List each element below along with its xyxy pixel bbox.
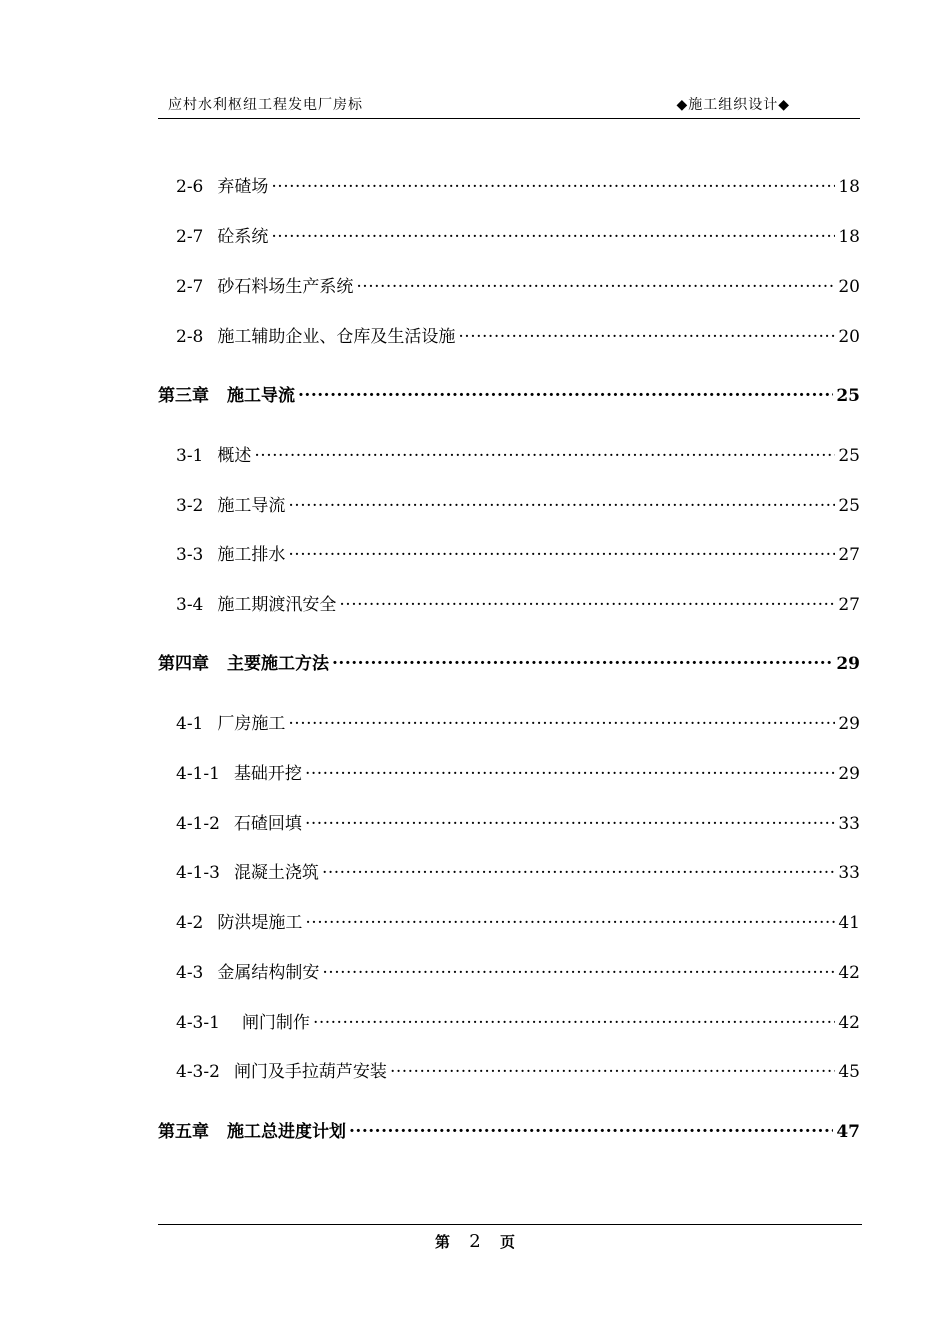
toc-entry-page: 25 bbox=[838, 446, 860, 466]
toc-chapter-row[interactable] bbox=[158, 1117, 860, 1141]
toc-dot-leader bbox=[356, 272, 835, 292]
toc-entry-page: 47 bbox=[836, 1122, 860, 1142]
toc-entry-page: 42 bbox=[838, 1013, 860, 1033]
toc-entry-page: 29 bbox=[836, 654, 860, 674]
toc-section-row[interactable] bbox=[158, 441, 860, 465]
toc-section-row[interactable] bbox=[158, 272, 860, 296]
toc-chapter-row[interactable] bbox=[158, 649, 860, 673]
toc-section-row[interactable] bbox=[158, 908, 860, 932]
toc-entry-title: 厂房施工 bbox=[217, 714, 286, 734]
toc-dot-leader bbox=[271, 222, 835, 242]
toc-entry-page: 20 bbox=[838, 277, 860, 297]
footer-prefix: 第 bbox=[435, 1233, 451, 1251]
toc-entry-title: 施工辅助企业、仓库及生活设施 bbox=[217, 327, 456, 347]
toc-entry-page: 25 bbox=[838, 496, 860, 516]
toc-section-row[interactable] bbox=[158, 858, 860, 882]
toc-entry-page: 27 bbox=[838, 545, 860, 565]
toc-dot-leader bbox=[322, 858, 835, 878]
toc-entry-title: 防洪堤施工 bbox=[217, 913, 303, 933]
toc-entry-title: 金属结构制安 bbox=[217, 963, 320, 983]
toc-dot-leader bbox=[288, 540, 835, 560]
toc-entry-number: 4-1 bbox=[176, 714, 204, 734]
toc-entry-title: 施工期渡汛安全 bbox=[217, 595, 337, 615]
toc-section-row[interactable] bbox=[158, 759, 860, 783]
page-header bbox=[158, 92, 860, 119]
toc-dot-leader bbox=[349, 1117, 833, 1137]
toc-entry-title: 砼系统 bbox=[217, 227, 269, 247]
toc-entry-page: 42 bbox=[838, 963, 860, 983]
toc-dot-leader bbox=[390, 1057, 835, 1077]
toc-dot-leader bbox=[313, 1008, 835, 1028]
toc-entry-title: 石碴回填 bbox=[233, 814, 302, 834]
toc-section-row[interactable] bbox=[158, 958, 860, 982]
toc-entry-page: 27 bbox=[838, 595, 860, 615]
toc-section-row[interactable] bbox=[158, 590, 860, 614]
toc-entry-page: 29 bbox=[838, 764, 860, 784]
toc-section-row[interactable] bbox=[158, 1057, 860, 1081]
toc-entry-number: 4-3-1 bbox=[176, 1013, 220, 1033]
toc-dot-leader bbox=[271, 172, 835, 192]
toc-entry-number: 4-2 bbox=[176, 913, 204, 933]
footer-page-number: 2 bbox=[469, 1231, 481, 1252]
page-footer bbox=[0, 1231, 950, 1252]
toc-entry-number: 4-1-1 bbox=[176, 764, 220, 784]
toc-entry-number: 2-6 bbox=[176, 177, 204, 197]
toc-entry-number: 第四章 bbox=[158, 654, 209, 674]
header-document-type: ◆施工组织设计◆ bbox=[676, 97, 790, 113]
header-project-title: 应村水利枢纽工程发电厂房标 bbox=[168, 97, 363, 113]
toc-section-row[interactable] bbox=[158, 540, 860, 564]
toc-dot-leader bbox=[332, 649, 833, 669]
toc-section-row[interactable] bbox=[158, 491, 860, 515]
toc-entry-number: 2-7 bbox=[176, 277, 204, 297]
toc-entry-page: 18 bbox=[838, 177, 860, 197]
toc-entry-number: 3-4 bbox=[176, 595, 204, 615]
toc-entry-number: 第五章 bbox=[158, 1122, 209, 1142]
footer-suffix: 页 bbox=[499, 1233, 515, 1251]
toc-dot-leader bbox=[305, 908, 835, 928]
toc-dot-leader bbox=[458, 322, 835, 342]
toc-section-row[interactable] bbox=[158, 322, 860, 346]
toc-entry-number: 4-1-3 bbox=[176, 863, 220, 883]
toc-entry-number: 第三章 bbox=[158, 386, 209, 406]
toc-entry-page: 18 bbox=[838, 227, 860, 247]
toc-entry-page: 41 bbox=[838, 913, 860, 933]
toc-entry-number: 4-1-2 bbox=[176, 814, 220, 834]
toc-chapter-row[interactable] bbox=[158, 381, 860, 405]
toc-entry-page: 29 bbox=[838, 714, 860, 734]
toc-entry-title: 施工总进度计划 bbox=[227, 1122, 346, 1142]
toc-section-row[interactable] bbox=[158, 1008, 860, 1032]
toc-entry-page: 33 bbox=[838, 814, 860, 834]
toc-dot-leader bbox=[305, 759, 835, 779]
toc-entry-page: 25 bbox=[836, 386, 860, 406]
toc-dot-leader bbox=[339, 590, 835, 610]
toc-entry-title: 基础开挖 bbox=[233, 764, 302, 784]
toc-dot-leader bbox=[288, 709, 835, 729]
toc-entry-number: 3-1 bbox=[176, 446, 204, 466]
toc-dot-leader bbox=[254, 441, 835, 461]
toc-entry-title: 闸门制作 bbox=[241, 1013, 310, 1033]
toc-entry-number: 4-3 bbox=[176, 963, 204, 983]
toc-entry-page: 33 bbox=[838, 863, 860, 883]
toc-entry-title: 闸门及手拉葫芦安装 bbox=[233, 1062, 387, 1082]
toc-entry-page: 20 bbox=[838, 327, 860, 347]
toc-entry-number: 2-8 bbox=[176, 327, 204, 347]
toc-entry-title: 弃碴场 bbox=[217, 177, 269, 197]
toc-dot-leader bbox=[298, 381, 833, 401]
toc-dot-leader bbox=[288, 491, 835, 511]
toc-entry-number: 2-7 bbox=[176, 227, 204, 247]
toc-section-row[interactable] bbox=[158, 172, 860, 196]
toc-entry-title: 混凝土浇筑 bbox=[233, 863, 319, 883]
toc-entry-page: 45 bbox=[838, 1062, 860, 1082]
toc-entry-title: 施工排水 bbox=[217, 545, 286, 565]
toc-section-row[interactable] bbox=[158, 709, 860, 733]
toc-dot-leader bbox=[305, 809, 835, 829]
toc-entry-title: 砂石料场生产系统 bbox=[217, 277, 354, 297]
toc-entry-number: 4-3-2 bbox=[176, 1062, 220, 1082]
toc-dot-leader bbox=[322, 958, 835, 978]
toc-entry-title: 施工导流 bbox=[217, 496, 286, 516]
toc-section-row[interactable] bbox=[158, 809, 860, 833]
toc-entry-number: 3-2 bbox=[176, 496, 204, 516]
toc-entry-title: 施工导流 bbox=[227, 386, 295, 406]
toc-entry-title: 主要施工方法 bbox=[227, 654, 329, 674]
toc-section-row[interactable] bbox=[158, 222, 860, 246]
toc-entry-title: 概述 bbox=[217, 446, 252, 466]
toc-entry-number: 3-3 bbox=[176, 545, 204, 565]
footer-divider bbox=[158, 1224, 862, 1225]
